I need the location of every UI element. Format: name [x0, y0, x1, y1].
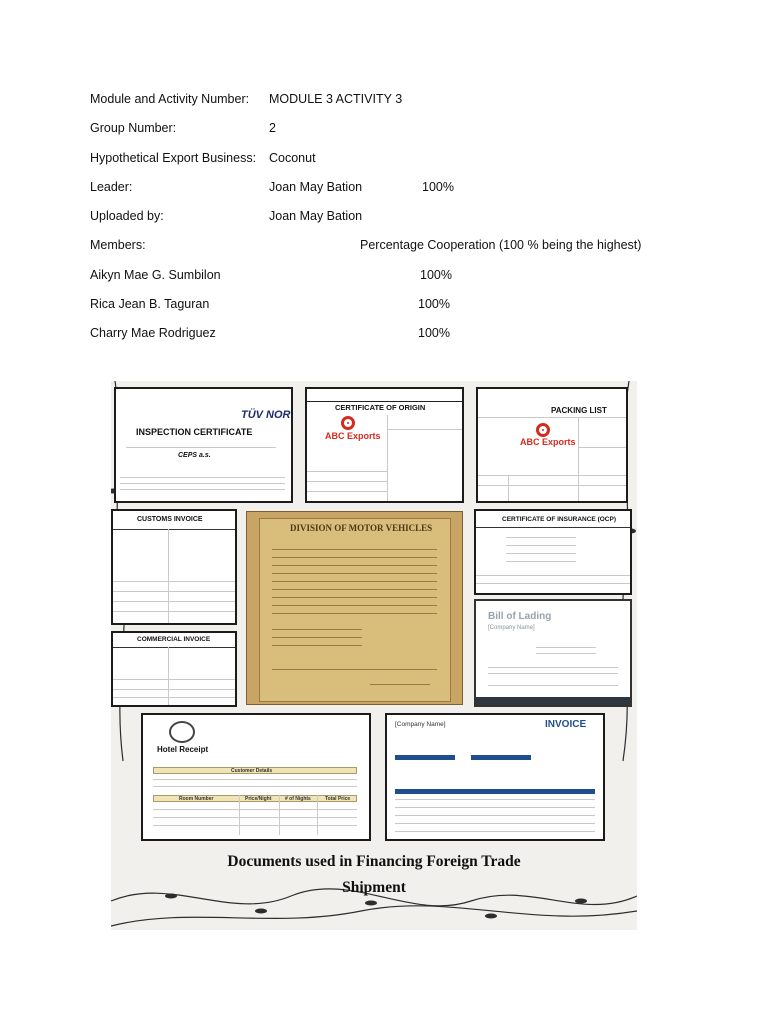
invoice-title: INVOICE: [545, 719, 587, 730]
group-label: Group Number:: [90, 121, 177, 136]
hotel-receipt-title: Hotel Receipt: [157, 745, 209, 754]
uploaded-row: [90, 209, 690, 238]
customs-invoice-thumbnail: [111, 509, 237, 625]
certificate-of-insurance-thumbnail: [474, 509, 632, 595]
collage-caption: [111, 849, 637, 901]
commercial-invoice-title: COMMERCIAL INVOICE: [137, 636, 211, 643]
documents-collage-image: [111, 381, 637, 930]
caption-line-2: Shipment: [342, 879, 406, 896]
member-percentage: 100%: [418, 297, 450, 312]
leader-value: Joan May Bation: [269, 179, 363, 194]
hotel-bell-icon: [169, 721, 195, 743]
bill-of-lading-company: [Company Name]: [488, 625, 535, 631]
invoice-company-name: [Company Name]: [395, 721, 446, 728]
member-percentage: 100%: [420, 267, 452, 282]
tuv-logo: TÜV NOR: [241, 409, 291, 421]
member-row: [90, 297, 690, 326]
total-price-header: Total Price: [325, 796, 351, 802]
info-section: [90, 92, 690, 356]
price-night-header: Price/Night: [245, 796, 272, 802]
caption-line-1: Documents used in Financing Foreign Trade: [227, 853, 521, 870]
customs-invoice-title: CUSTOMS INVOICE: [137, 516, 203, 523]
motor-vehicle-title: DIVISION OF MOTOR VEHICLES: [290, 523, 433, 533]
insurance-title: CERTIFICATE OF INSURANCE (OCP): [502, 516, 616, 523]
uploaded-value: Joan May Bation: [269, 209, 363, 224]
member-row: [90, 268, 690, 297]
module-value: MODULE 3 ACTIVITY 3: [269, 92, 403, 106]
member-name: Aikyn Mae G. Sumbilon: [90, 267, 221, 282]
member-percentage: 100%: [418, 326, 450, 341]
inspection-certificate-title: INSPECTION CERTIFICATE: [136, 427, 253, 437]
group-value: 2: [269, 121, 276, 136]
invoice-thumbnail: [385, 713, 605, 841]
module-label: Module and Activity Number:: [90, 92, 250, 106]
abc-exports-logo: ABC Exports: [325, 431, 381, 441]
gear-logo-icon: [341, 416, 355, 430]
motor-vehicle-certificate-photo: [246, 511, 463, 705]
leader-row: [90, 180, 690, 209]
bill-of-lading-title: Bill of Lading: [488, 611, 552, 622]
member-row: [90, 326, 690, 355]
origin-title: CERTIFICATE OF ORIGIN: [335, 403, 426, 412]
member-name: Charry Mae Rodriguez: [90, 326, 216, 341]
business-label: Hypothetical Export Business:: [90, 150, 257, 165]
inspection-certificate-thumbnail: [114, 387, 293, 503]
hotel-receipt-thumbnail: [141, 713, 371, 841]
cooperation-header: Percentage Cooperation (100 % being the highest): [360, 238, 642, 253]
business-row: [90, 151, 690, 180]
module-row: [90, 92, 690, 121]
business-value: Coconut: [269, 150, 316, 165]
commercial-invoice-thumbnail: [111, 631, 237, 707]
members-row: [90, 238, 690, 267]
room-number-header: Room Number: [179, 796, 214, 802]
leader-label: Leader:: [90, 179, 133, 194]
inspection-company-name: CEPS a.s.: [178, 452, 211, 459]
leader-percentage: 100%: [422, 179, 454, 194]
packing-list-thumbnail: [476, 387, 628, 503]
bill-of-lading-thumbnail: [474, 599, 632, 707]
certificate-of-origin-thumbnail: [305, 387, 464, 503]
abc-exports-logo: ABC Exports: [520, 437, 576, 447]
nights-header: # of Nights: [285, 796, 311, 802]
members-label: Members:: [90, 238, 146, 253]
packing-list-title: PACKING LIST: [551, 406, 607, 415]
uploaded-label: Uploaded by:: [90, 209, 164, 224]
member-name: Rica Jean B. Taguran: [90, 297, 210, 312]
group-row: [90, 121, 690, 150]
customer-details-label: Customer Details: [231, 768, 273, 774]
gear-logo-icon: [536, 423, 550, 437]
